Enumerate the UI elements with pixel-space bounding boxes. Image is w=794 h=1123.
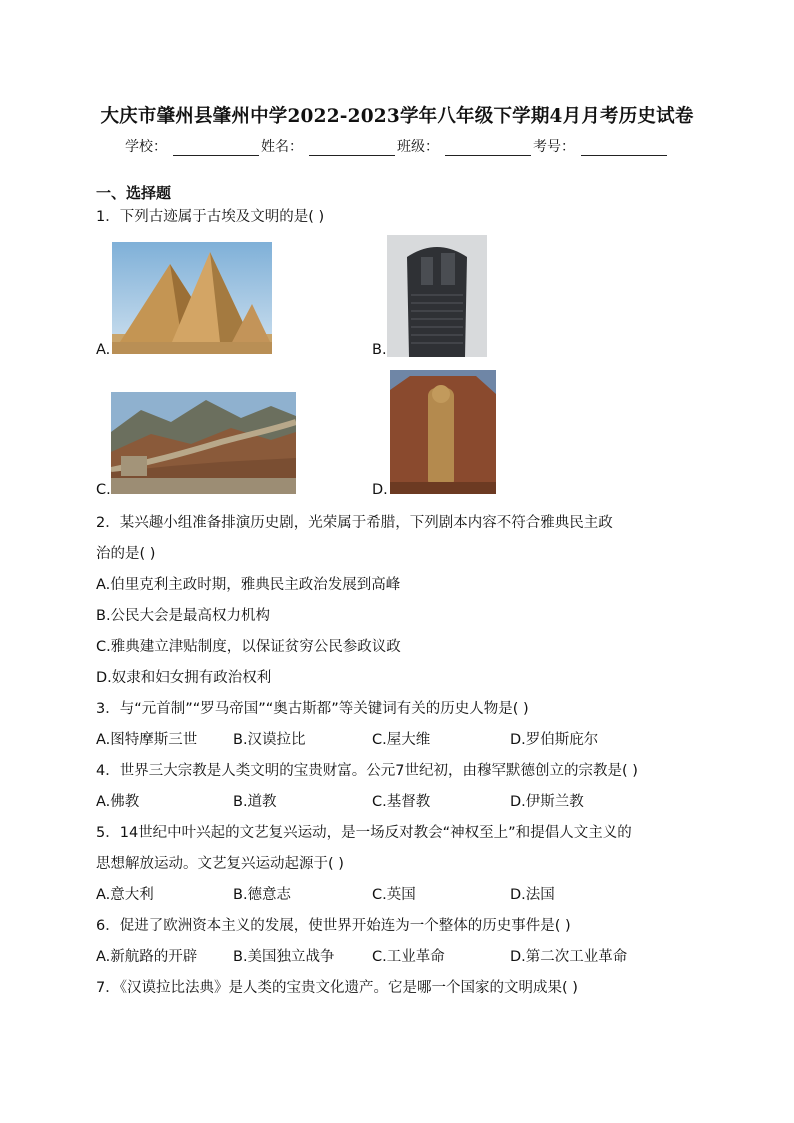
question-3-text: 3．与“元首制”“罗马帝国”“奥古斯都”等关键词有关的历史人物是( ) bbox=[96, 701, 529, 717]
q1-option-b-label: B. bbox=[372, 342, 387, 358]
q1-option-d-label: D. bbox=[372, 482, 388, 498]
question-2-text-line-1: 2．某兴趣小组准备排演历史剧，光荣属于希腊，下列剧本内容不符合雅典民主政 bbox=[96, 515, 613, 531]
exam-number-label: 考号： bbox=[533, 139, 575, 155]
question-2-text-line-2: 治的是( ) bbox=[96, 546, 156, 562]
q3-option-c[interactable]: C.屋大维 bbox=[372, 732, 431, 748]
q2-option-d[interactable]: D.奴隶和妇女拥有政治权利 bbox=[96, 670, 272, 686]
question-5-text-line-2: 思想解放运动。文艺复兴运动起源于( ) bbox=[96, 856, 344, 872]
question-1-text: 1．下列古迹属于古埃及文明的是( ) bbox=[96, 209, 325, 225]
hammurabi-stele-image bbox=[387, 235, 487, 357]
question-7-text: 7．《汉谟拉比法典》是人类的宝贵文化遗产。它是哪一个国家的文明成果( ) bbox=[96, 980, 578, 996]
q2-option-c[interactable]: C.雅典建立津贴制度，以保证贫穷公民参政议政 bbox=[96, 639, 401, 655]
great-wall-image bbox=[111, 392, 296, 494]
buddha-statue-image bbox=[390, 370, 496, 494]
section-heading: 一、选择题 bbox=[96, 184, 172, 202]
name-label: 姓名： bbox=[261, 139, 303, 155]
question-6-text: 6．促进了欧洲资本主义的发展，使世界开始连为一个整体的历史事件是( ) bbox=[96, 918, 571, 934]
q5-option-c[interactable]: C.英国 bbox=[372, 887, 416, 903]
question-5-text-line-1: 5．14世纪中叶兴起的文艺复兴运动，是一场反对教会“神权至上”和提倡人文主义的 bbox=[96, 825, 632, 841]
q6-option-d[interactable]: D.第二次工业革命 bbox=[510, 949, 628, 965]
q5-options bbox=[96, 883, 696, 903]
q2-option-a[interactable]: A.伯里克利主政时期，雅典民主政治发展到高峰 bbox=[96, 577, 401, 593]
exam-number-blank[interactable] bbox=[581, 139, 667, 156]
exam-title: 大庆市肇州县肇州中学2022-2023学年八年级下学期4月月考历史试卷 bbox=[100, 106, 694, 127]
q3-option-b[interactable]: B.汉谟拉比 bbox=[233, 732, 306, 748]
pyramids-image bbox=[112, 242, 272, 354]
q5-option-a[interactable]: A.意大利 bbox=[96, 887, 154, 903]
q4-option-d[interactable]: D.伊斯兰教 bbox=[510, 794, 584, 810]
q3-option-d[interactable]: D.罗伯斯庇尔 bbox=[510, 732, 599, 748]
q6-options bbox=[96, 945, 696, 965]
class-blank[interactable] bbox=[445, 139, 531, 156]
q1-option-c-label: C. bbox=[96, 482, 111, 498]
q4-option-b[interactable]: B.道教 bbox=[233, 794, 277, 810]
school-blank[interactable] bbox=[173, 139, 259, 156]
q4-options bbox=[96, 790, 696, 810]
q3-options bbox=[96, 728, 696, 748]
q5-option-b[interactable]: B.德意志 bbox=[233, 887, 292, 903]
q1-option-a-label: A. bbox=[96, 342, 111, 358]
q6-option-b[interactable]: B.美国独立战争 bbox=[233, 949, 335, 965]
class-label: 班级： bbox=[397, 139, 439, 155]
q5-option-d[interactable]: D.法国 bbox=[510, 887, 555, 903]
q6-option-a[interactable]: A.新航路的开辟 bbox=[96, 949, 198, 965]
q2-option-b[interactable]: B.公民大会是最高权力机构 bbox=[96, 608, 271, 624]
school-label: 学校： bbox=[125, 139, 167, 155]
q6-option-c[interactable]: C.工业革命 bbox=[372, 949, 445, 965]
question-4-text: 4．世界三大宗教是人类文明的宝贵财富。公元7世纪初，由穆罕默德创立的宗教是( ) bbox=[96, 763, 638, 779]
student-info-line bbox=[0, 136, 794, 156]
q4-option-c[interactable]: C.基督教 bbox=[372, 794, 431, 810]
name-blank[interactable] bbox=[309, 139, 395, 156]
q4-option-a[interactable]: A.佛教 bbox=[96, 794, 140, 810]
q3-option-a[interactable]: A.图特摩斯三世 bbox=[96, 732, 198, 748]
